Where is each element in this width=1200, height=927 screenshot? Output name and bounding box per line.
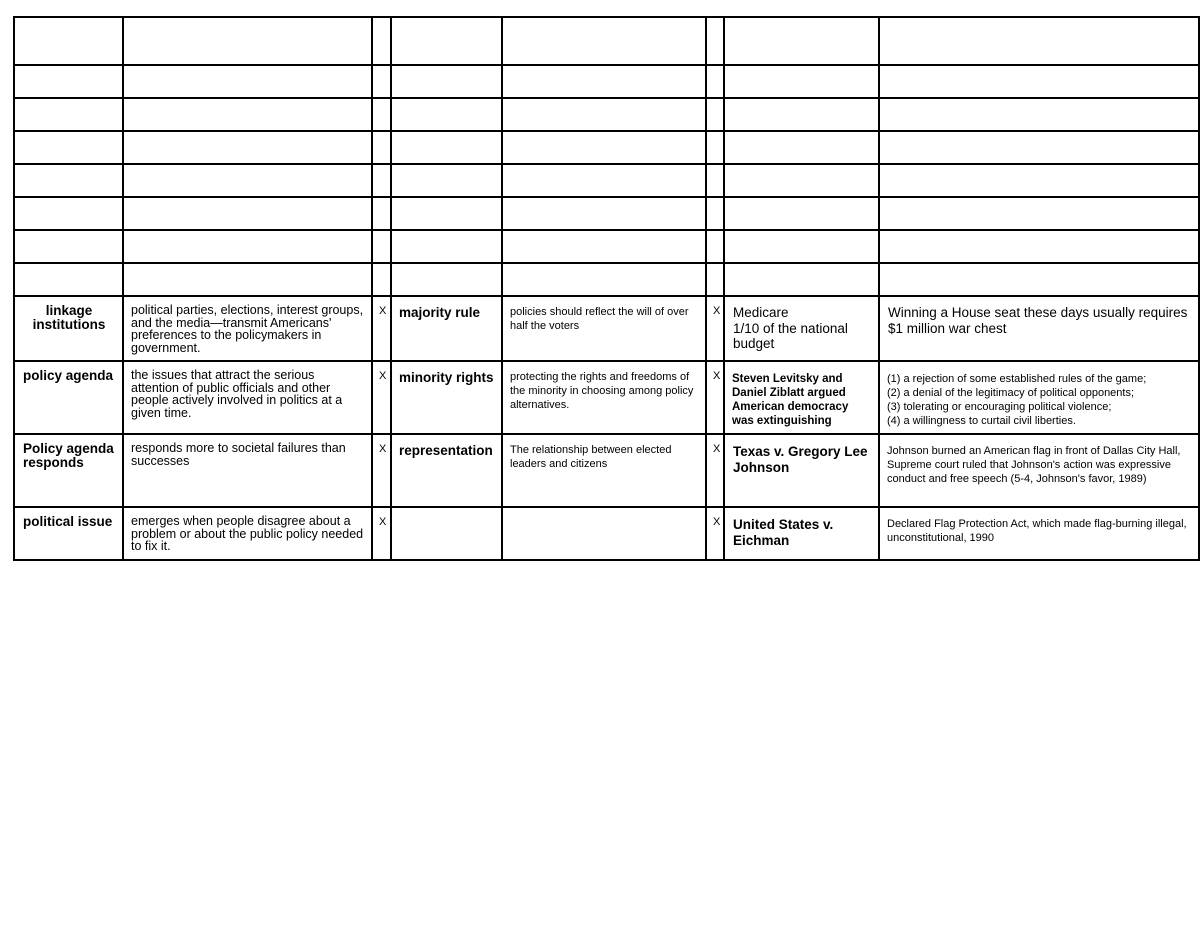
note: Declared Flag Protection Act, which made flag-burning illegal, unconstitutional, 1990 [887, 518, 1187, 544]
empty-cell [391, 131, 502, 164]
empty-cell [391, 197, 502, 230]
empty-cell [706, 131, 724, 164]
empty-cell [706, 17, 724, 65]
concept-cell [391, 434, 502, 507]
empty-row [14, 164, 1199, 197]
x-mark: X [713, 370, 721, 382]
empty-cell [372, 98, 391, 131]
note-cell [879, 507, 1199, 560]
table-row [14, 507, 1199, 560]
empty-cell [391, 230, 502, 263]
empty-cell [879, 263, 1199, 296]
concept: minority rights [399, 370, 494, 385]
table-row [14, 361, 1199, 434]
empty-cell [391, 65, 502, 98]
empty-cell [879, 65, 1199, 98]
mark-cell [372, 296, 391, 361]
example: United States v. Eichman [733, 517, 834, 548]
empty-cell [14, 230, 123, 263]
note-cell [879, 361, 1199, 434]
empty-cell [372, 65, 391, 98]
note-line: (4) a willingness to curtail civil liberties. [887, 415, 1076, 427]
concept-definition-cell [502, 434, 706, 507]
empty-cell [14, 17, 123, 65]
empty-cell [879, 164, 1199, 197]
empty-cell [123, 17, 372, 65]
empty-cell [372, 164, 391, 197]
concept-definition: protecting the rights and freedoms of the minority in choosing among policy alternatives. [510, 371, 694, 411]
empty-row [14, 230, 1199, 263]
empty-row [14, 65, 1199, 98]
concept-definition [503, 508, 705, 516]
mark-cell [706, 507, 724, 560]
empty-cell [879, 98, 1199, 131]
empty-cell [372, 197, 391, 230]
example-cell [724, 507, 879, 560]
x-mark: X [379, 305, 387, 317]
empty-cell [391, 98, 502, 131]
empty-cell [502, 131, 706, 164]
note-cell [879, 296, 1199, 361]
definition: the issues that attract the serious attention of public officials and other people actively involved in politics at a given time. [131, 368, 343, 420]
table-row [14, 434, 1199, 507]
empty-cell [724, 131, 879, 164]
empty-cell [123, 98, 372, 131]
definition: responds more to societal failures than successes [131, 441, 346, 468]
example-line: Medicare [733, 305, 789, 320]
note-line: (2) a denial of the legitimacy of political opponents; [887, 387, 1135, 399]
note-line: (3) tolerating or encouraging political violence; [887, 401, 1112, 413]
empty-cell [372, 263, 391, 296]
empty-cell [391, 263, 502, 296]
empty-cell [502, 98, 706, 131]
concept-definition-cell [502, 361, 706, 434]
empty-cell [706, 230, 724, 263]
concept-definition-cell [502, 296, 706, 361]
note-cell [879, 434, 1199, 507]
example: Texas v. Gregory Lee Johnson [733, 444, 868, 475]
definition-cell [123, 296, 372, 361]
mark-cell [372, 434, 391, 507]
empty-cell [391, 164, 502, 197]
empty-cell [123, 164, 372, 197]
term: political issue [23, 514, 113, 529]
empty-cell [706, 98, 724, 131]
table-row [14, 296, 1199, 361]
empty-cell [879, 17, 1199, 65]
concept: majority rule [399, 305, 481, 320]
definition: emerges when people disagree about a problem or about the public policy needed to fix it. [131, 514, 364, 553]
empty-cell [706, 164, 724, 197]
note: Johnson burned an American flag in front of Dallas City Hall, Supreme court ruled that Johnson's action was expressive conduct and free speech (5-4, Johnson's favor, 1989) [887, 445, 1181, 485]
empty-cell [724, 65, 879, 98]
empty-cell [123, 131, 372, 164]
empty-cell [123, 263, 372, 296]
empty-cell [372, 17, 391, 65]
empty-row [14, 131, 1199, 164]
empty-row [14, 197, 1199, 230]
empty-cell [14, 263, 123, 296]
empty-cell [123, 230, 372, 263]
empty-cell [391, 17, 502, 65]
example-line: 1/10 of the national budget [733, 320, 848, 351]
term-cell [14, 361, 123, 434]
empty-cell [372, 230, 391, 263]
note [880, 362, 1198, 428]
example-cell [724, 296, 879, 361]
term-cell [14, 296, 123, 361]
mark-cell [706, 296, 724, 361]
empty-cell [502, 17, 706, 65]
empty-cell [724, 263, 879, 296]
concept [392, 508, 501, 516]
concept: representation [399, 443, 493, 458]
empty-cell [502, 164, 706, 197]
empty-cell [724, 164, 879, 197]
empty-cell [14, 164, 123, 197]
empty-row [14, 17, 1199, 65]
definition: political parties, elections, interest groups, and the media—transmit Americans' preferences to the policymakers in government. [131, 303, 364, 355]
x-mark: X [379, 516, 387, 528]
notes-table [13, 16, 1200, 561]
mark-cell [706, 361, 724, 434]
empty-cell [372, 131, 391, 164]
empty-cell [724, 230, 879, 263]
empty-cell [14, 65, 123, 98]
concept-cell [391, 507, 502, 560]
empty-cell [879, 131, 1199, 164]
note-line: (1) a rejection of some established rules of the game; [887, 373, 1147, 385]
example-cell [724, 434, 879, 507]
concept-cell [391, 296, 502, 361]
concept-cell [391, 361, 502, 434]
term: linkage institutions [32, 303, 106, 332]
empty-cell [879, 230, 1199, 263]
definition-cell [123, 507, 372, 560]
empty-row [14, 98, 1199, 131]
empty-row [14, 263, 1199, 296]
empty-cell [879, 197, 1199, 230]
term: policy agenda [23, 368, 114, 383]
mark-cell [372, 361, 391, 434]
empty-cell [502, 230, 706, 263]
empty-cell [14, 98, 123, 131]
example: Steven Levitsky and Daniel Ziblatt argued American democracy was extinguishing [732, 373, 849, 427]
empty-cell [14, 131, 123, 164]
empty-cell [706, 263, 724, 296]
empty-cell [724, 98, 879, 131]
definition-cell [123, 434, 372, 507]
x-mark: X [713, 443, 721, 455]
concept-definition: policies should reflect the will of over half the voters [510, 306, 689, 332]
empty-cell [724, 197, 879, 230]
x-mark: X [379, 443, 387, 455]
x-mark: X [713, 305, 721, 317]
example [725, 297, 878, 352]
empty-cell [706, 197, 724, 230]
empty-cell [502, 263, 706, 296]
concept-definition: The relationship between elected leaders and citizens [510, 444, 672, 470]
empty-cell [502, 197, 706, 230]
term: Policy agenda responds [23, 441, 114, 470]
mark-cell [372, 507, 391, 560]
term-cell [14, 434, 123, 507]
example-cell [724, 361, 879, 434]
note: Winning a House seat these days usually requires $1 million war chest [888, 305, 1188, 336]
empty-cell [14, 197, 123, 230]
empty-cell [706, 65, 724, 98]
definition-cell [123, 361, 372, 434]
concept-definition-cell [502, 507, 706, 560]
empty-cell [502, 65, 706, 98]
empty-cell [724, 17, 879, 65]
empty-cell [123, 65, 372, 98]
x-mark: X [713, 516, 721, 528]
x-mark: X [379, 370, 387, 382]
term-cell [14, 507, 123, 560]
empty-cell [123, 197, 372, 230]
mark-cell [706, 434, 724, 507]
